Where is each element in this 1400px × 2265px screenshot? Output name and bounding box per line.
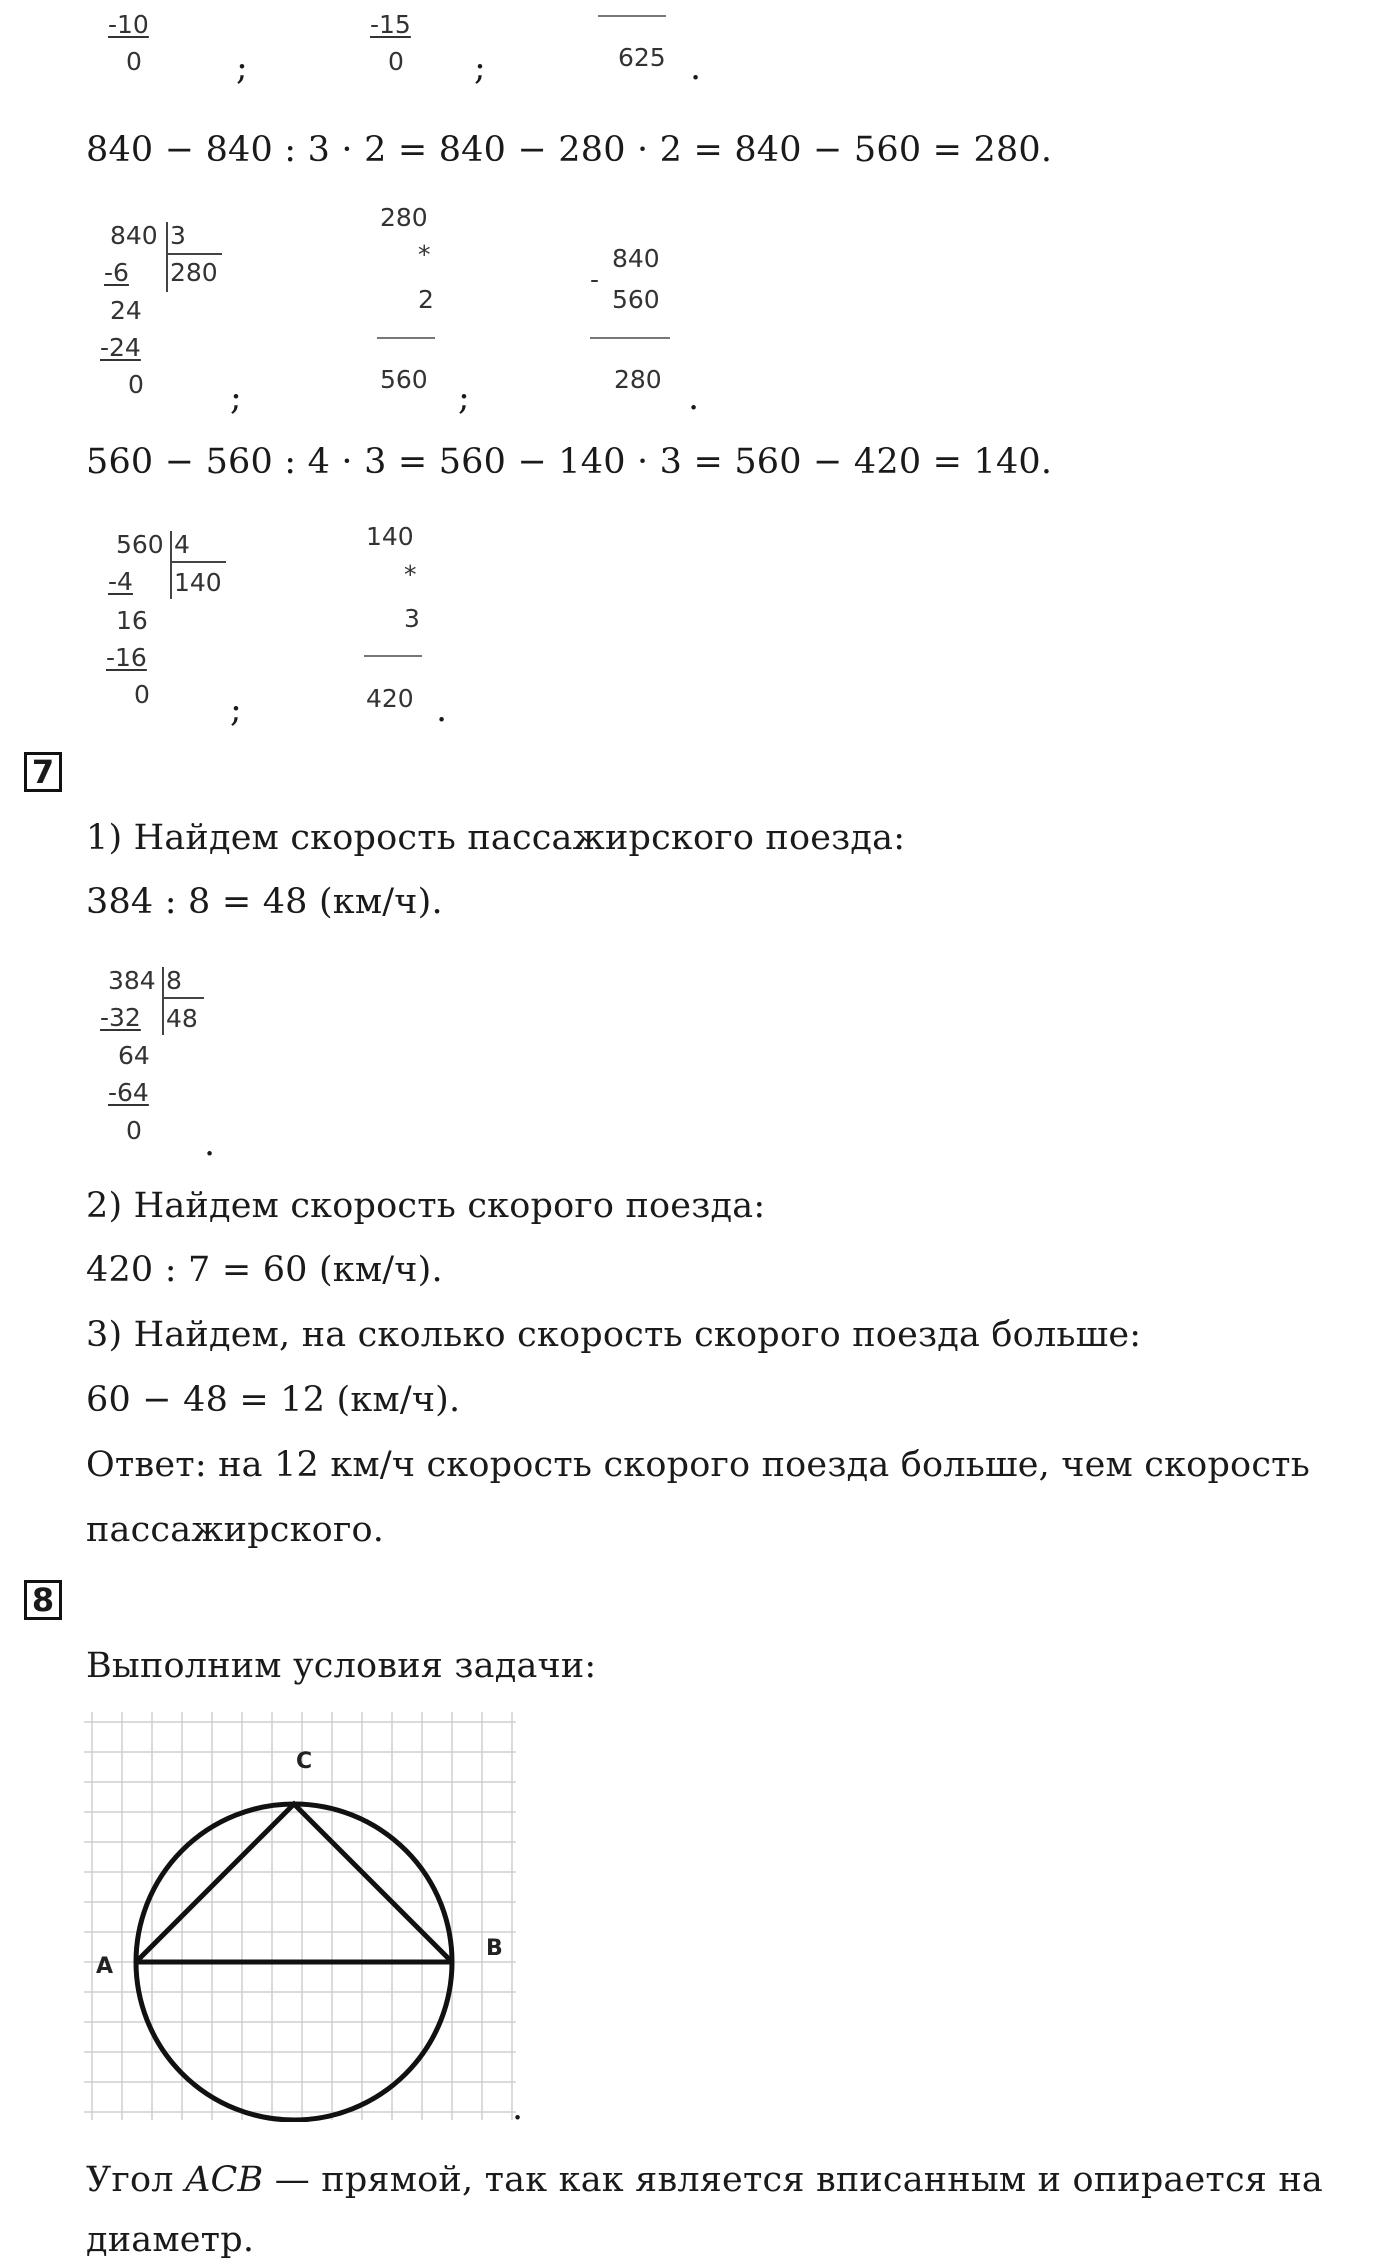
div2-divisor: 4 [174, 530, 190, 559]
calc-top-zero-1: 0 [126, 47, 142, 76]
mul1-sign: * [418, 240, 431, 269]
div2-result: 0 [134, 680, 150, 709]
angle-acb: ACB [185, 2160, 264, 2200]
div1-sub2: -24 [100, 333, 141, 362]
div2-sub2: -16 [106, 643, 147, 672]
div1-result: 0 [128, 370, 144, 399]
calc-rule [590, 337, 670, 339]
calc-rule [364, 655, 422, 657]
div3-divisor: 8 [166, 966, 182, 995]
period: . [512, 2088, 524, 2128]
div2-dividend: 560 [116, 530, 164, 559]
label-a: A [96, 1954, 114, 1979]
task7-equation-3: 60 − 48 = 12 (км/ч). [86, 1380, 461, 1420]
conclusion-text: — прямой, так как является вписанным и опирается на [263, 2160, 1323, 2200]
task7-step1: 1) Найдем скорость пассажирского поезда: [86, 818, 906, 858]
mul2-sign: * [404, 560, 417, 589]
calc-top-minus-15: -15 [370, 10, 411, 39]
div3-sub2: -64 [108, 1078, 149, 1107]
sub1-result: 280 [614, 365, 662, 394]
task7-step3: 3) Найдем, на сколько скорость скорого поезда больше: [86, 1315, 1142, 1355]
div1-divisor: 3 [170, 221, 186, 250]
separator: ; [474, 48, 486, 88]
period: . [204, 1124, 216, 1164]
div3-remainder1: 64 [118, 1041, 150, 1070]
div2-quotient: 140 [174, 568, 222, 597]
task7-answer-line-2: пассажирского. [86, 1510, 385, 1550]
div3-dividend: 384 [108, 966, 156, 995]
sub1-bottom: 560 [612, 285, 660, 314]
task7-equation-1: 384 : 8 = 48 (км/ч). [86, 882, 443, 922]
div2-vertical-bar [170, 531, 172, 599]
calc-top-minus-10: -10 [108, 10, 149, 39]
task-number-8: 8 [24, 1580, 62, 1620]
div1-quotient: 280 [170, 258, 218, 287]
div2-sub1: -4 [108, 567, 133, 596]
div2-horizontal-bar [170, 561, 226, 563]
task8-intro: Выполним условия задачи: [86, 1646, 597, 1686]
div3-horizontal-bar [162, 997, 204, 999]
label-c: C [296, 1749, 313, 1774]
task7-step2: 2) Найдем скорость скорого поезда: [86, 1186, 766, 1226]
mul1-top: 280 [380, 203, 428, 232]
equation-1: 840 − 840 : 3 · 2 = 840 − 280 · 2 = 840 − 560 = 280. [86, 130, 1053, 170]
sub1-top: 840 [612, 244, 660, 273]
task-number-7: 7 [24, 752, 62, 792]
task8-conclusion [86, 2160, 1323, 2200]
mul1-result: 560 [380, 365, 428, 394]
div1-sub1: -6 [104, 258, 129, 287]
triangle-sides [136, 1804, 452, 1962]
task8-conclusion-line-2: диаметр. [86, 2220, 255, 2260]
separator: ; [230, 378, 242, 418]
separator: ; [236, 48, 248, 88]
div3-result: 0 [126, 1116, 142, 1145]
separator: ; [230, 690, 242, 730]
div1-dividend: 840 [110, 221, 158, 250]
div1-remainder1: 24 [110, 296, 142, 325]
div3-vertical-bar [162, 967, 164, 1035]
task7-answer-line-1: Ответ: на 12 км/ч скорость скорого поезда больше, чем скорость [86, 1445, 1310, 1485]
div2-remainder1: 16 [116, 606, 148, 635]
separator: ; [458, 378, 470, 418]
period: . [688, 378, 700, 418]
mul2-factor: 3 [404, 604, 420, 633]
conclusion-prefix: Угол [86, 2160, 186, 2200]
mul2-result: 420 [366, 684, 414, 713]
mul2-top: 140 [366, 522, 414, 551]
calc-top-625: 625 [618, 43, 666, 72]
label-b: B [486, 1936, 503, 1961]
calc-top-zero-2: 0 [388, 47, 404, 76]
mul1-factor: 2 [418, 285, 434, 314]
calc-rule [598, 15, 666, 17]
div3-quotient: 48 [166, 1004, 198, 1033]
sub1-sign: - [590, 265, 600, 294]
period: . [690, 48, 702, 88]
div1-horizontal-bar [166, 253, 222, 255]
task7-equation-2: 420 : 7 = 60 (км/ч). [86, 1250, 443, 1290]
equation-2: 560 − 560 : 4 · 3 = 560 − 140 · 3 = 560 − 420 = 140. [86, 442, 1053, 482]
div3-sub1: -32 [100, 1003, 141, 1032]
geometry-figure [84, 1712, 524, 2122]
period: . [436, 690, 448, 730]
div1-vertical-bar [166, 222, 168, 292]
calc-rule [377, 337, 435, 339]
